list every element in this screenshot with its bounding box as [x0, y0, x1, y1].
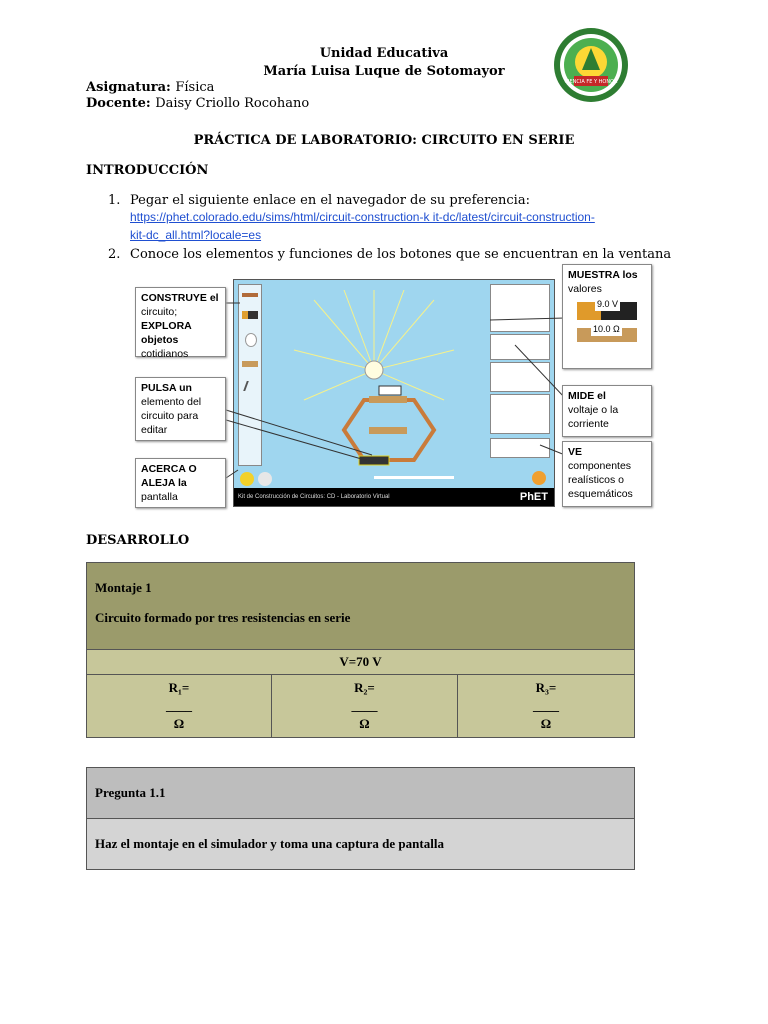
callout-text: ALEJA la: [141, 477, 187, 489]
callout-text: esquemáticos: [568, 488, 633, 500]
callout-text: realísticos o: [568, 474, 625, 486]
voltage-cell: V=70 V: [87, 650, 635, 675]
callout-text: circuito;: [141, 306, 178, 318]
list-number: 1.: [108, 193, 121, 208]
list-number: 2.: [108, 247, 121, 262]
callout-view: [562, 441, 652, 507]
battery-sample: [577, 299, 637, 320]
page-title: PRÁCTICA DE LABORATORIO: CIRCUITO EN SERIE: [193, 133, 575, 148]
teacher-label: Docente:: [86, 96, 151, 111]
r1-label: R₁=: [168, 680, 190, 695]
r3-unit: Ω: [540, 716, 552, 731]
callout-text: voltaje o la: [568, 404, 619, 416]
battery-value: 9.0 V: [597, 299, 619, 309]
callout-press: [135, 377, 226, 441]
r1-unit: Ω: [173, 716, 185, 731]
callout-text: MIDE el: [568, 390, 606, 402]
callout-text: ACERCA O: [141, 463, 197, 475]
montaje-description: Circuito formado por tres resistencias en serie: [95, 610, 351, 625]
school-name-line1: Unidad Educativa: [319, 46, 449, 61]
question-text: Haz el montaje en el simulador y toma una captura de pantalla: [87, 819, 635, 870]
callout-show: [562, 264, 652, 369]
callout-text: PULSA un: [141, 382, 192, 394]
callout-text: pantalla: [141, 491, 178, 503]
r3-cell: [458, 675, 635, 738]
montaje-header-cell: [87, 563, 635, 650]
question-table: [86, 767, 635, 870]
callout-text: VE: [568, 446, 583, 458]
subject-label: Asignatura:: [86, 80, 171, 95]
r3-label: R₃=: [535, 680, 557, 695]
intro-heading: INTRODUCCIÓN: [86, 163, 209, 178]
callout-text: corriente: [568, 418, 609, 430]
r3-blank[interactable]: ____: [533, 698, 559, 713]
teacher-value: Daisy Criollo Rocohano: [155, 96, 310, 111]
montaje-table: [86, 562, 635, 738]
callout-text: editar: [141, 424, 168, 436]
phet-link-line1[interactable]: https://phet.colorado.edu/sims/html/circuit-construction-k it-dc/latest/circuit-construction-: [130, 210, 595, 224]
school-name-line2: María Luisa Luque de Sotomayor: [263, 64, 505, 79]
r2-blank[interactable]: ____: [351, 698, 378, 713]
callout-text: cotidianos: [141, 348, 189, 360]
phet-link-line2[interactable]: kit-dc_all.html?locale=es: [130, 228, 262, 242]
phet-logo: PhET: [519, 491, 548, 503]
montaje-title: Montaje 1: [95, 580, 152, 595]
sim-footer-text: Kit de Construcción de Circuitos: CD - Laboratorio Virtual: [238, 494, 390, 500]
callout-text: EXPLORA objetos: [141, 320, 192, 346]
r1-cell: [87, 675, 272, 738]
question-title: Pregunta 1.1: [87, 768, 635, 819]
r2-cell: [272, 675, 458, 738]
callout-zoom: [135, 458, 226, 508]
development-heading: DESARROLLO: [86, 533, 190, 548]
logo-text: CIENCIA FE Y HONOR: [564, 79, 618, 85]
list-text: Conoce los elementos y funciones de los botones que se encuentran en la ventana: [130, 247, 672, 262]
callout-measure: [562, 385, 652, 437]
r2-label: R₂=: [354, 680, 375, 695]
callout-text: circuito para: [141, 410, 199, 422]
callout-text: elemento del: [141, 396, 202, 408]
callout-text: valores: [568, 283, 602, 295]
r1-blank[interactable]: ____: [166, 698, 192, 713]
subject-value: Física: [175, 80, 215, 95]
resistor-sample: [577, 324, 637, 342]
resistor-value: 10.0 Ω: [593, 324, 620, 334]
callout-text: MUESTRA los: [568, 269, 638, 281]
callout-build: [135, 287, 226, 360]
callout-text: CONSTRUYE el: [141, 292, 219, 304]
list-text: Pegar el siguiente enlace en el navegador de su preferencia:: [130, 193, 530, 208]
r2-unit: Ω: [359, 716, 370, 731]
callout-text: componentes: [568, 460, 632, 472]
